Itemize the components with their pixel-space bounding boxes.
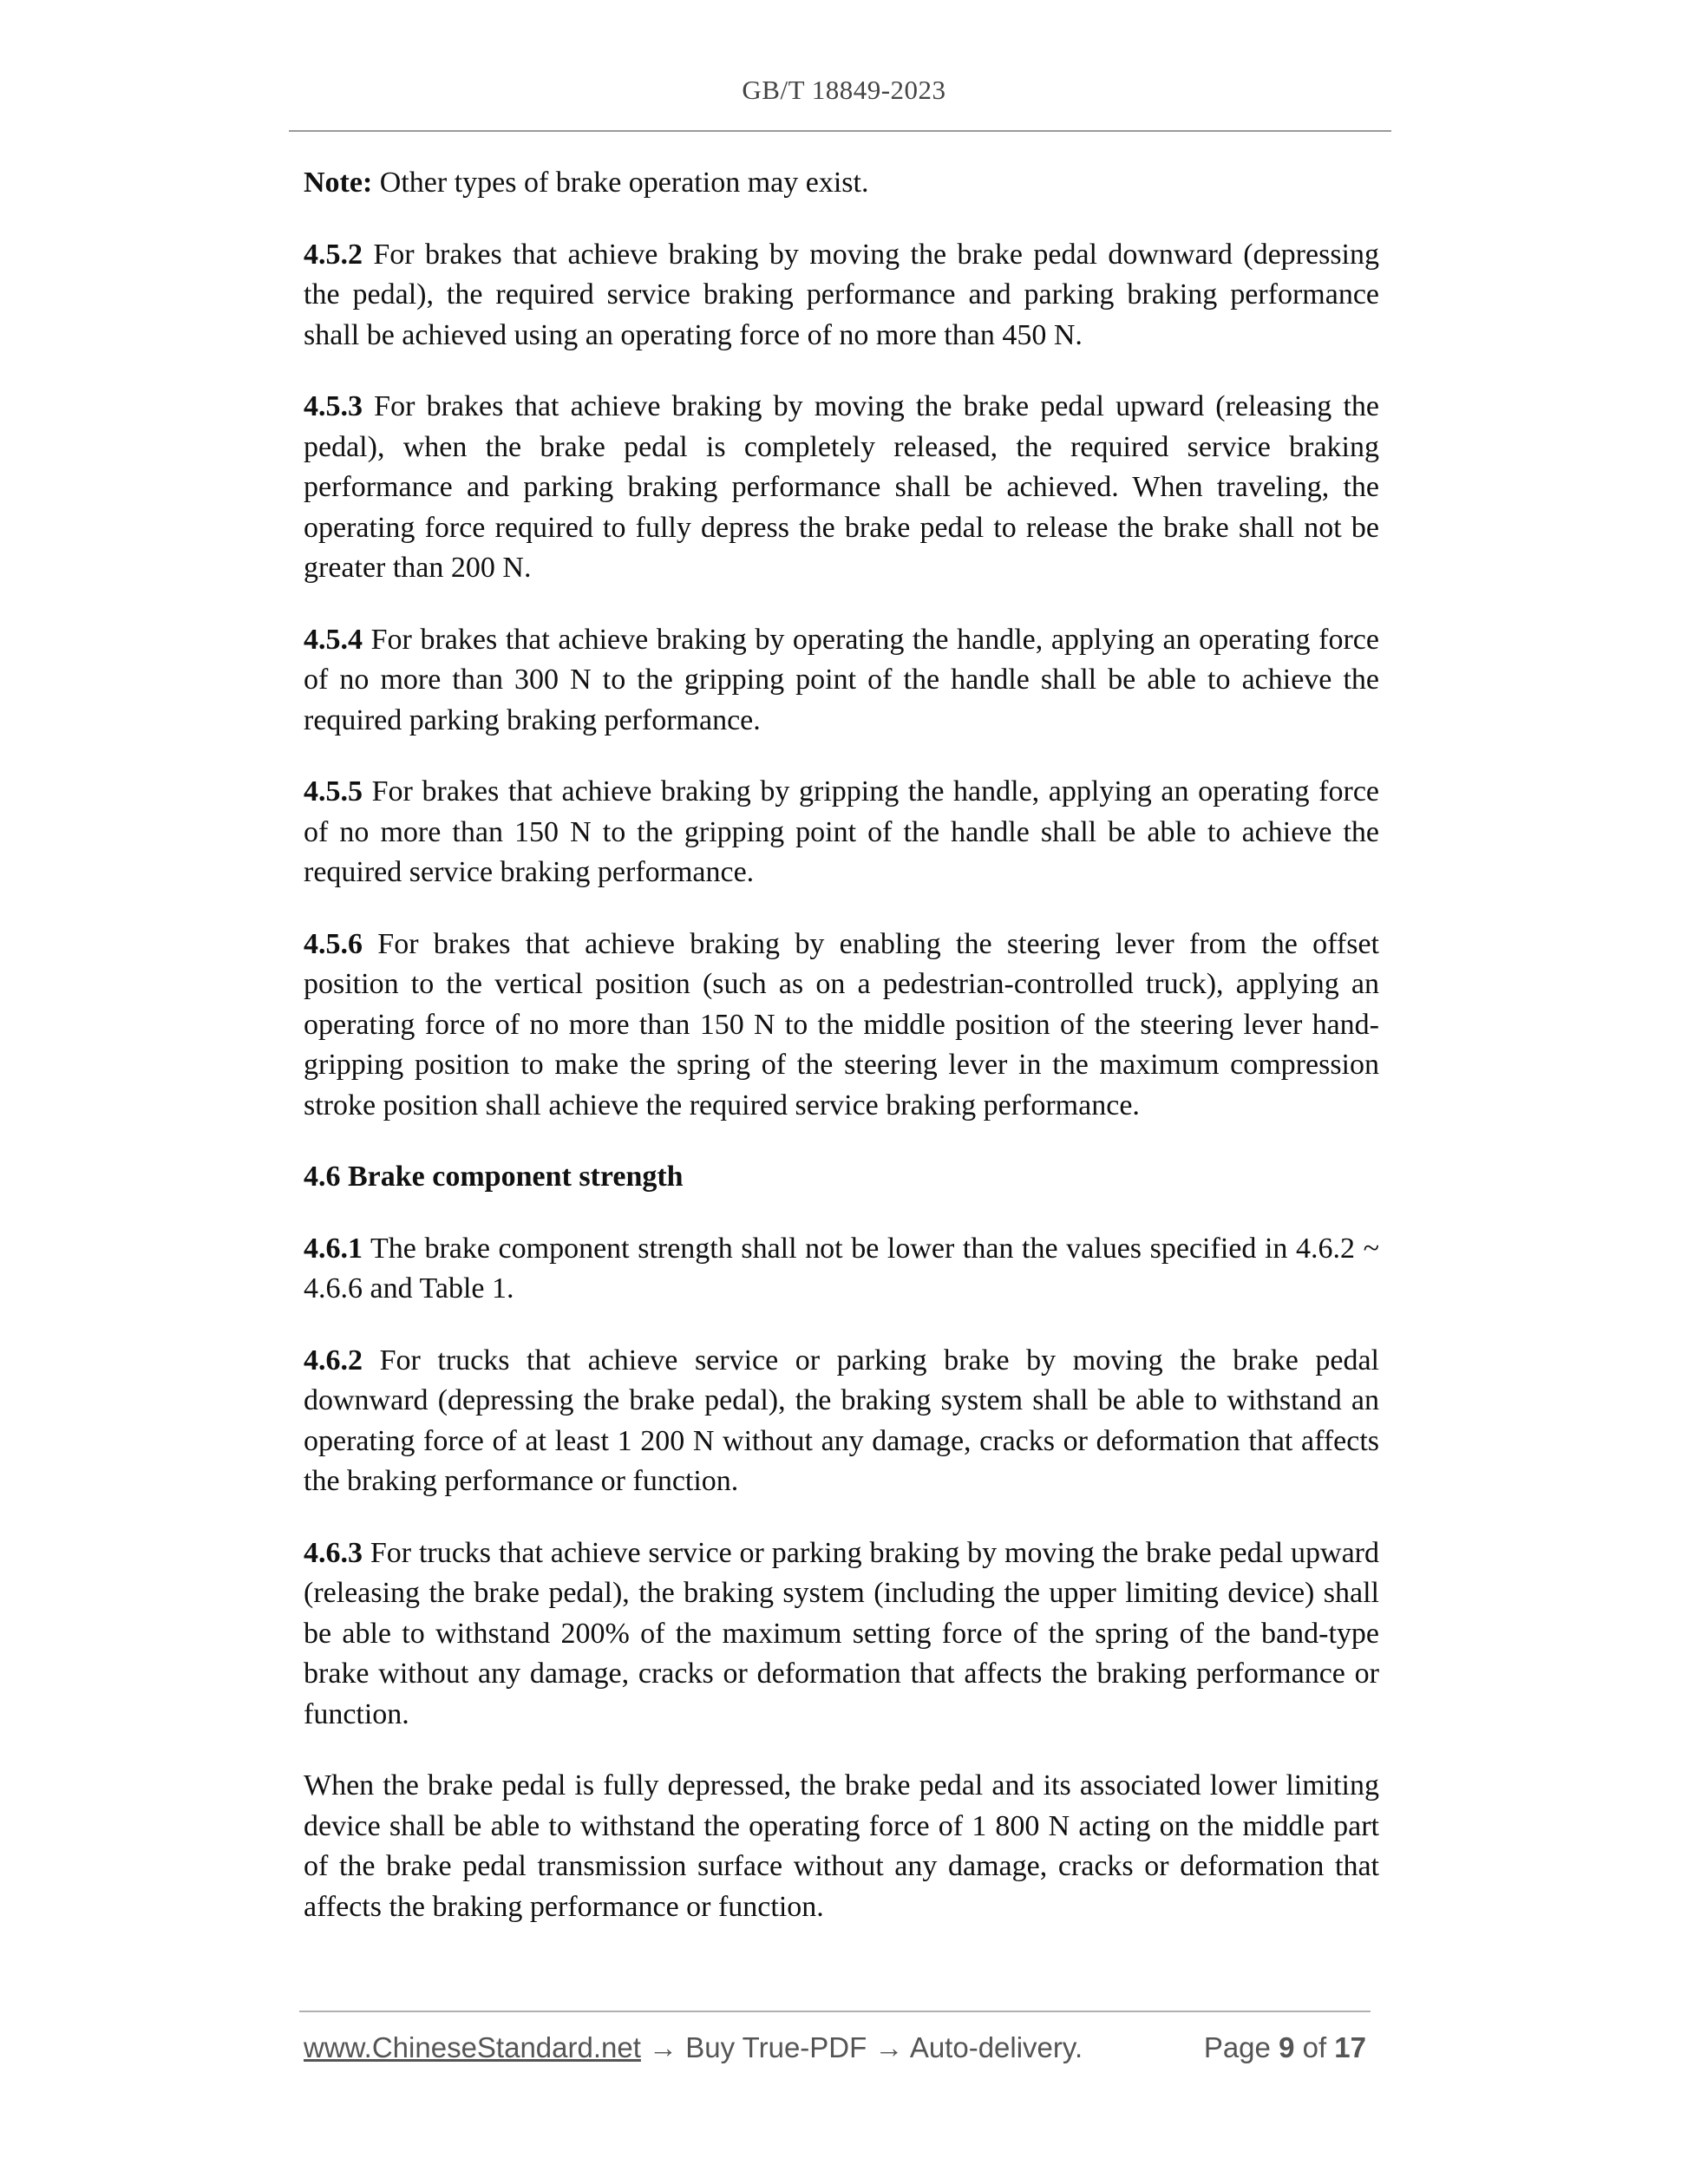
header-divider [289, 130, 1391, 132]
clause-text: For trucks that achieve service or parking braking by moving the brake pedal upward (releasing the brake pedal), the braking system (including the upper limiting device) shall be able to withstand 200% of the maximum setting force of the spring of the band-type brake without any damage, cracks or deformation that affects the braking performance or function. [304, 1536, 1379, 1730]
clause-text: For brakes that achieve braking by operating the handle, applying an operating force of no more than 300 N to the gripping point of the handle shall be able to achieve the required parking braking performance. [304, 623, 1379, 736]
clause-number: 4.5.3 [304, 390, 363, 422]
clause-4-5-3 [304, 387, 1379, 589]
clause-number: 4.5.2 [304, 238, 363, 271]
clause-text: For trucks that achieve service or parking brake by moving the brake pedal downward (depressing the brake pedal), the braking system shall be able to withstand an operating force of at least 1 200 N without any damage, cracks or deformation that affects the braking performance or function. [304, 1344, 1379, 1497]
clause-number: 4.5.4 [304, 623, 363, 656]
clause-text: For brakes that achieve braking by moving the brake pedal downward (depressing the pedal), the required service braking performance and parking braking performance shall be achieved using an operating force of no more than 450 N. [304, 238, 1379, 351]
clause-4-5-4 [304, 620, 1379, 742]
clause-text: For brakes that achieve braking by moving the brake pedal upward (releasing the pedal), when the brake pedal is completely released, the required service braking performance and parking braking performance shall be achieved. When traveling, the operating force required to fully depress the brake pedal to release the brake shall not be greater than 200 N. [304, 390, 1379, 584]
note-label: Note: [304, 167, 373, 199]
clause-4-5-2 [304, 235, 1379, 356]
site-link[interactable]: www.ChineseStandard.net [304, 2031, 641, 2063]
clause-4-6-3-continuation: When the brake pedal is fully depressed, the brake pedal and its associated lower limiting device shall be able to withstand the operating force of 1 800 N acting on the middle part of the brake pedal transmission surface without any damage, cracks or deformation that affects the braking performance or function. [304, 1769, 1379, 1923]
footer-divider [299, 2011, 1371, 2012]
section-heading-4-6: 4.6 Brake component strength [304, 1161, 684, 1193]
clause-text: The brake component strength shall not be lower than the values specified in 4.6.2 ~ 4.6.6 and Table 1. [304, 1232, 1379, 1305]
clause-4-5-6 [304, 925, 1379, 1127]
clause-number: 4.5.5 [304, 775, 363, 808]
clause-number: 4.5.6 [304, 927, 363, 960]
clause-number: 4.6.1 [304, 1232, 363, 1265]
clause-number: 4.6.2 [304, 1344, 363, 1376]
clause-4-6-3 [304, 1533, 1379, 1736]
clause-text: For brakes that achieve braking by enabling the steering lever from the offset position to the vertical position (such as on a pedestrian-controlled truck), applying an operating force of no more than 150 N to the middle position of the steering lever hand-gripping position to make the spring of the steering lever in the maximum compression stroke position shall achieve the required service braking performance. [304, 927, 1379, 1121]
clause-4-5-5 [304, 772, 1379, 893]
clause-4-6-1 [304, 1229, 1379, 1310]
note-paragraph [304, 163, 1379, 204]
promo-text: → Buy True-PDF → Auto-delivery. [640, 2031, 1083, 2063]
note-text: Other types of brake operation may exist. [372, 167, 869, 199]
footer-promo [304, 2031, 1083, 2064]
page-label: Page [1203, 2031, 1279, 2063]
page-number [1204, 2031, 1366, 2064]
page-current: 9 [1279, 2031, 1295, 2063]
clause-text: For brakes that achieve braking by gripping the handle, applying an operating force of no more than 150 N to the gripping point of the handle shall be able to achieve the required service braking performance. [304, 775, 1379, 888]
page-footer [304, 2031, 1366, 2075]
document-header-title: GB/T 18849-2023 [742, 75, 946, 105]
page-of: of [1294, 2031, 1335, 2063]
clause-4-6-2 [304, 1341, 1379, 1502]
page-total: 17 [1334, 2031, 1366, 2063]
clause-number: 4.6.3 [304, 1536, 363, 1569]
document-body [304, 163, 1379, 1958]
